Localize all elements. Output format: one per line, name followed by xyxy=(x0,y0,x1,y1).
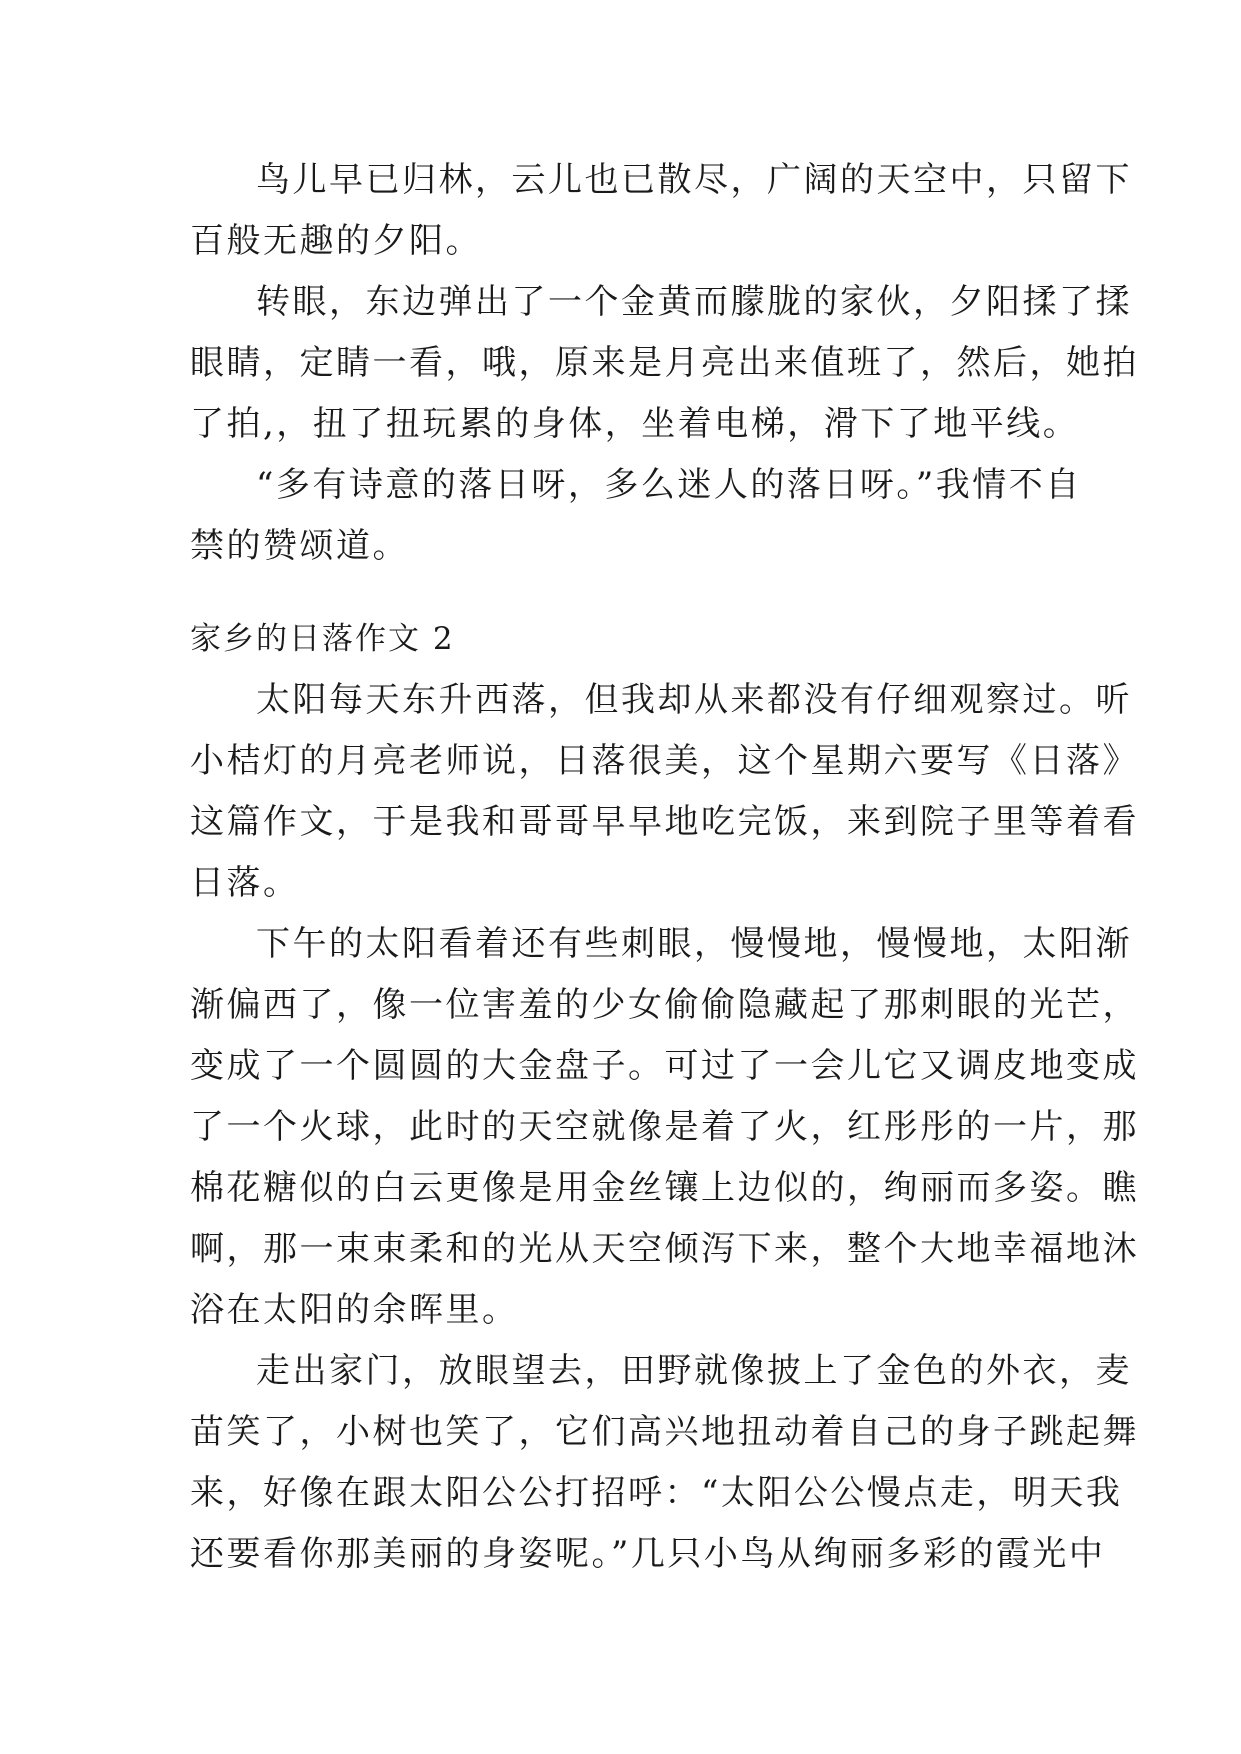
paragraph-2-line-2: 眼睛，定睛一看，哦，原来是月亮出来值班了，然后，她拍 xyxy=(190,343,1139,383)
essay2-paragraph-2-line-5: 棉花糖似的白云更像是用金丝镶上边似的，绚丽而多姿。瞧 xyxy=(190,1168,1139,1208)
essay2-paragraph-3-line-1: 走出家门，放眼望去，田野就像披上了金色的外衣，麦 xyxy=(256,1351,1132,1391)
paragraph-3-line-1: “多有诗意的落日呀，多么迷人的落日呀。”我情不自 xyxy=(256,465,1082,505)
essay-title: 家乡的日落作文 2 xyxy=(190,621,455,657)
essay2-paragraph-2-line-3: 变成了一个圆圆的大金盘子。可过了一会儿它又调皮地变成 xyxy=(190,1046,1139,1086)
essay2-paragraph-3-line-2: 苗笑了，小树也笑了，它们高兴地扭动着自己的身子跳起舞 xyxy=(190,1412,1139,1452)
essay2-paragraph-3-line-3: 来，好像在跟太阳公公打招呼：“太阳公公慢点走，明天我 xyxy=(190,1473,1123,1513)
essay2-paragraph-2-line-2: 渐偏西了，像一位害羞的少女偷偷隐藏起了那刺眼的光芒， xyxy=(190,985,1139,1025)
essay2-paragraph-3-line-4: 还要看你那美丽的身姿呢。”几只小鸟从绚丽多彩的霞光中 xyxy=(190,1534,1106,1574)
paragraph-1-line-2: 百般无趣的夕阳。 xyxy=(190,221,482,261)
paragraph-2-line-3: 了拍,，扭了扭玩累的身体，坐着电梯，滑下了地平线。 xyxy=(190,404,1080,444)
essay2-paragraph-2-line-4: 了一个火球，此时的天空就像是着了火，红彤彤的一片，那 xyxy=(190,1107,1139,1147)
essay2-paragraph-1-line-4: 日落。 xyxy=(190,863,300,903)
paragraph-1-line-1: 鸟儿早已归林，云儿也已散尽，广阔的天空中，只留下 xyxy=(256,160,1132,200)
paragraph-3-line-2: 禁的赞颂道。 xyxy=(190,526,409,566)
essay2-paragraph-2-line-7: 浴在太阳的余晖里。 xyxy=(190,1290,519,1330)
essay2-paragraph-1-line-2: 小桔灯的月亮老师说，日落很美，这个星期六要写《日落》 xyxy=(190,741,1139,781)
essay2-paragraph-1-line-3: 这篇作文，于是我和哥哥早早地吃完饭，来到院子里等着看 xyxy=(190,802,1139,842)
section-2 xyxy=(190,609,1139,1585)
essay2-paragraph-2-line-6: 啊，那一束束柔和的光从天空倾泻下来，整个大地幸福地沐 xyxy=(190,1229,1139,1269)
section-1 xyxy=(190,150,1139,577)
paragraph-2-line-1: 转眼，东边弹出了一个金黄而朦胧的家伙，夕阳揉了揉 xyxy=(256,282,1132,322)
essay2-paragraph-1-line-1: 太阳每天东升西落，但我却从来都没有仔细观察过。听 xyxy=(256,680,1132,720)
essay2-paragraph-2-line-1: 下午的太阳看着还有些刺眼，慢慢地，慢慢地，太阳渐 xyxy=(256,924,1132,964)
